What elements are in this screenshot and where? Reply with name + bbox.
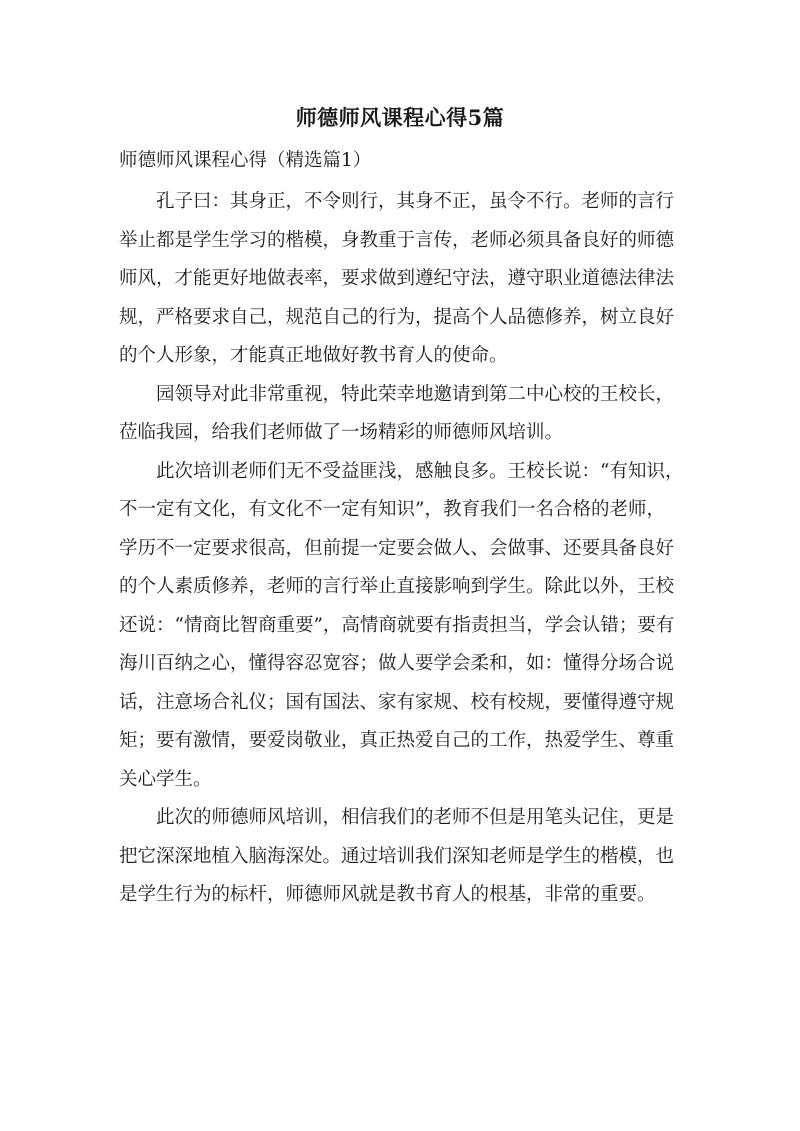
text-line: 还说：“情商比智商重要”，高情商就要有指责担当，学会认错；要有 xyxy=(119,614,675,636)
text-line: 规，严格要求自己，规范自己的行为，提高个人品德修养，树立良好 xyxy=(119,306,675,328)
text-line: 园领导对此非常重视，特此荣幸地邀请到第二中心校的王校长， xyxy=(156,383,675,405)
text-line: 的个人形象，才能真正地做好教书育人的使命。 xyxy=(119,345,508,366)
text-line: 海川百纳之心，懂得容忍宽容；做人要学会柔和，如：懂得分场合说 xyxy=(119,653,675,674)
text-line: 举止都是学生学习的楷模，身教重于言传，老师必须具备良好的师德 xyxy=(119,229,675,251)
text-line: 不一定有文化，有文化不一定有知识”，教育我们一名合格的老师， xyxy=(119,499,665,520)
paragraph xyxy=(119,376,689,453)
document-body xyxy=(119,183,689,915)
text-line: 关心学生。 xyxy=(119,768,212,790)
text-line: 莅临我园，给我们老师做了一场精彩的师德师风培训。 xyxy=(119,422,564,443)
paragraph xyxy=(119,183,689,376)
text-line: 学历不一定要求很高，但前提一定要会做人、会做事、还要具备良好 xyxy=(119,537,675,559)
text-line: 的个人素质修养，老师的言行举止直接影响到学生。除此以外，王校 xyxy=(119,576,675,597)
text-line: 此次的师德师风培训，相信我们的老师不但是用笔头记住，更是 xyxy=(156,807,675,828)
text-line: 话，注意场合礼仪；国有国法、家有家规、校有校规，要懂得遵守规 xyxy=(119,691,675,713)
text-line: 孔子曰：其身正，不令则行，其身不正，虽令不行。老师的言行 xyxy=(156,191,675,212)
text-line: 师风，才能更好地做表率，要求做到遵纪守法，遵守职业道德法律法 xyxy=(119,268,675,289)
paragraph xyxy=(119,453,689,800)
text-line: 矩；要有激情，要爱岗敬业，真正热爱自己的工作，热爱学生、尊重 xyxy=(119,730,675,751)
document-title: 师德师风课程心得5篇 xyxy=(295,105,505,130)
text-line: 把它深深地植入脑海深处。通过培训我们深知老师是学生的楷模，也 xyxy=(119,845,675,867)
text-line: 此次培训老师们无不受益匪浅，感触良多。王校长说：“有知识， xyxy=(156,460,684,482)
section-heading: 师德师风课程心得（精选篇1） xyxy=(119,150,372,171)
paragraph xyxy=(119,799,689,915)
text-line: 是学生行为的标杆，师德师风就是教书育人的根基，非常的重要。 xyxy=(119,884,656,905)
